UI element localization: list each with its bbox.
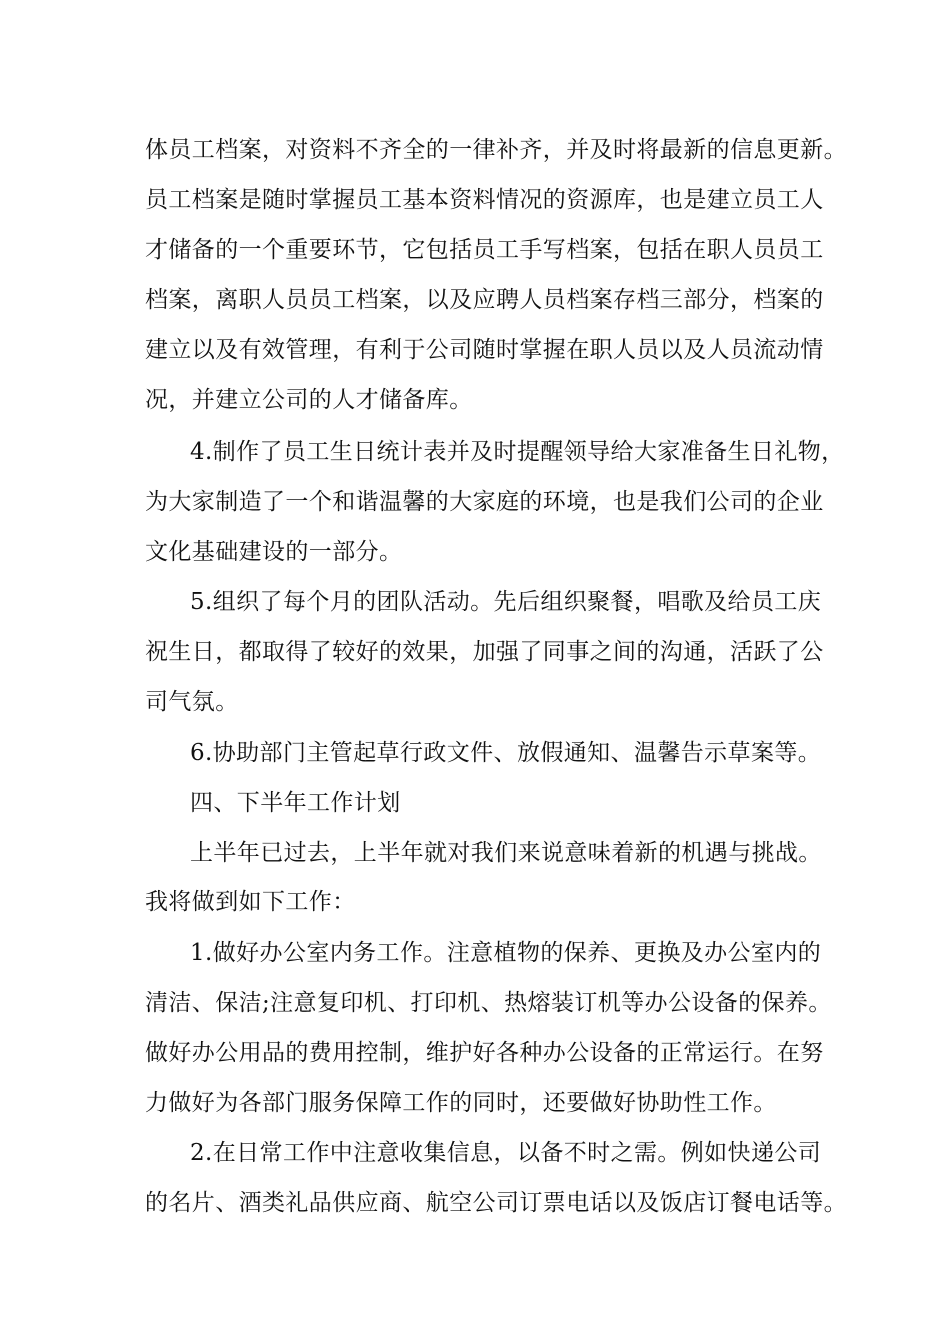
text-line: 档案，离职人员员工档案，以及应聘人员档案存档三部分，档案的 xyxy=(145,287,824,313)
text-line: 况，并建立公司的人才储备库。 xyxy=(145,387,473,413)
text-line: 我将做到如下工作： xyxy=(145,889,356,915)
text-line: 力做好为各部门服务保障工作的同时，还要做好协助性工作。 xyxy=(145,1090,777,1116)
text-line: 建立以及有效管理，有利于公司随时掌握在职人员以及人员流动情 xyxy=(145,337,824,363)
text-line: 为大家制造了一个和谐温馨的大家庭的环境，也是我们公司的企业 xyxy=(145,489,824,515)
text-line: 文化基础建设的一部分。 xyxy=(145,539,403,565)
text-line: 司气氛。 xyxy=(145,689,239,715)
text-line: 5.组织了每个月的团队活动。先后组织聚餐，唱歌及给员工庆 xyxy=(190,589,822,615)
text-line: 才储备的一个重要环节，它包括员工手写档案，包括在职人员员工 xyxy=(145,237,824,263)
text-line: 的名片、酒类礼品供应商、航空公司订票电话以及饭店订餐电话等。 xyxy=(145,1190,847,1216)
text-line: 清洁、保洁;注意复印机、打印机、热熔装订机等办公设备的保养。 xyxy=(145,990,832,1016)
text-line: 6.协助部门主管起草行政文件、放假通知、温馨告示草案等。 xyxy=(190,740,822,766)
text-line: 祝生日，都取得了较好的效果，加强了同事之间的沟通，活跃了公 xyxy=(145,639,824,665)
text-line: 2.在日常工作中注意收集信息，以备不时之需。例如快递公司 xyxy=(190,1140,822,1166)
text-line: 上半年已过去，上半年就对我们来说意味着新的机遇与挑战。 xyxy=(190,840,822,866)
text-line: 4.制作了员工生日统计表并及时提醒领导给大家准备生日礼物， xyxy=(190,439,845,465)
text-line: 做好办公用品的费用控制，维护好各种办公设备的正常运行。在努 xyxy=(145,1040,824,1066)
section-heading: 四、下半年工作计划 xyxy=(190,790,401,816)
text-line: 体员工档案，对资料不齐全的一律补齐，并及时将最新的信息更新。 xyxy=(145,137,847,163)
text-line: 员工档案是随时掌握员工基本资料情况的资源库，也是建立员工人 xyxy=(145,187,824,213)
text-line: 1.做好办公室内务工作。注意植物的保养、更换及办公室内的 xyxy=(190,940,822,966)
